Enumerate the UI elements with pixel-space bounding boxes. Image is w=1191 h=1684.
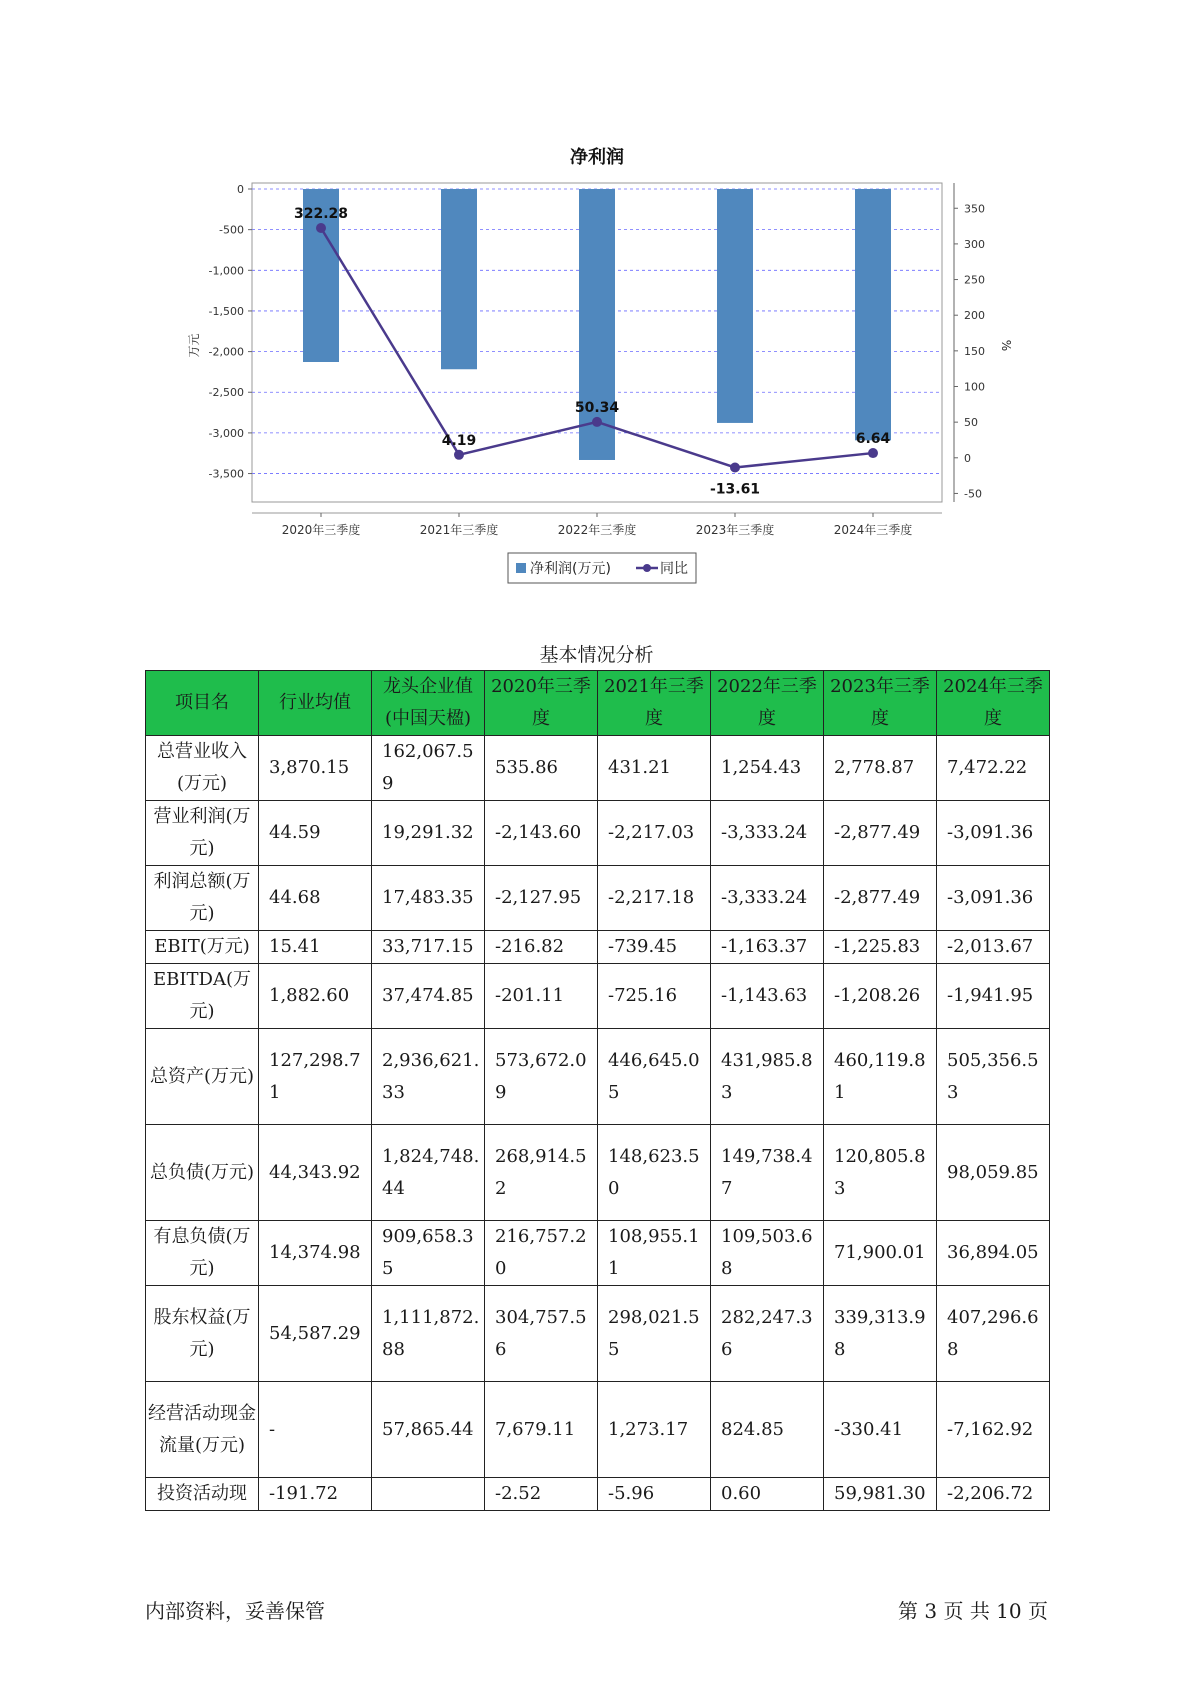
value-cell: 268,914.52 xyxy=(485,1125,598,1221)
value-cell: 44.59 xyxy=(259,801,372,866)
chart-title: 净利润 xyxy=(570,147,624,168)
yoy-data-label: 4.19 xyxy=(441,432,477,449)
table-row xyxy=(146,1382,1050,1478)
value-cell: 108,955.11 xyxy=(598,1221,711,1286)
table-row xyxy=(146,1029,1050,1125)
legend-bar-swatch xyxy=(516,563,526,573)
row-label-cell: 有息负债(万元) xyxy=(146,1221,259,1286)
right-tick-label: 350 xyxy=(964,202,985,216)
value-cell: 7,679.11 xyxy=(485,1382,598,1478)
legend-line-marker xyxy=(643,564,651,572)
row-label-cell: EBIT(万元) xyxy=(146,931,259,964)
value-cell: 71,900.01 xyxy=(824,1221,937,1286)
value-cell: 431,985.83 xyxy=(711,1029,824,1125)
value-cell: 1,111,872.88 xyxy=(372,1286,485,1382)
value-cell: -1,163.37 xyxy=(711,931,824,964)
value-cell: 446,645.05 xyxy=(598,1029,711,1125)
yoy-point xyxy=(868,448,878,458)
table-row xyxy=(146,964,1050,1029)
left-tick-label: -1,000 xyxy=(208,264,244,278)
table-header-cell: 2020年三季度 xyxy=(485,671,598,736)
value-cell: -191.72 xyxy=(259,1478,372,1511)
table-header-cell: 2021年三季度 xyxy=(598,671,711,736)
value-cell: 127,298.71 xyxy=(259,1029,372,1125)
left-tick-label: -3,000 xyxy=(208,426,244,440)
yoy-data-label: 50.34 xyxy=(574,399,620,416)
value-cell: -1,225.83 xyxy=(824,931,937,964)
value-cell: -3,333.24 xyxy=(711,801,824,866)
bar xyxy=(855,189,891,440)
value-cell: -5.96 xyxy=(598,1478,711,1511)
net-profit-chart xyxy=(180,135,1013,605)
right-tick-label: 100 xyxy=(964,380,985,394)
footer-page-number: 第 3 页 共 10 页 xyxy=(898,1599,1048,1623)
value-cell: -201.11 xyxy=(485,964,598,1029)
value-cell: -3,091.36 xyxy=(937,801,1050,866)
table-row xyxy=(146,1125,1050,1221)
table-row xyxy=(146,1478,1050,1511)
value-cell: 37,474.85 xyxy=(372,964,485,1029)
value-cell: 57,865.44 xyxy=(372,1382,485,1478)
table-row xyxy=(146,1286,1050,1382)
value-cell: -2,127.95 xyxy=(485,866,598,931)
value-cell: 120,805.83 xyxy=(824,1125,937,1221)
value-cell: 33,717.15 xyxy=(372,931,485,964)
footer-confidential: 内部资料，妥善保管 xyxy=(145,1599,325,1623)
value-cell: 2,778.87 xyxy=(824,736,937,801)
row-label-cell: EBITDA(万元) xyxy=(146,964,259,1029)
value-cell: 15.41 xyxy=(259,931,372,964)
value-cell: -1,143.63 xyxy=(711,964,824,1029)
row-label-cell: 投资活动现 xyxy=(146,1478,259,1511)
bar xyxy=(717,189,753,423)
value-cell: -1,208.26 xyxy=(824,964,937,1029)
left-tick-label: -3,500 xyxy=(208,467,244,481)
value-cell: 0.60 xyxy=(711,1478,824,1511)
table-row xyxy=(146,801,1050,866)
left-tick-label: -1,500 xyxy=(208,304,244,318)
value-cell: 54,587.29 xyxy=(259,1286,372,1382)
value-cell: 36,894.05 xyxy=(937,1221,1050,1286)
row-label-cell: 经营活动现金流量(万元) xyxy=(146,1382,259,1478)
value-cell: -725.16 xyxy=(598,964,711,1029)
value-cell: 19,291.32 xyxy=(372,801,485,866)
value-cell: 162,067.59 xyxy=(372,736,485,801)
right-axis-title: % xyxy=(999,339,1013,352)
row-label-cell: 利润总额(万元) xyxy=(146,866,259,931)
legend-line-label: 同比 xyxy=(660,561,688,577)
left-tick-label: -2,500 xyxy=(208,386,244,400)
value-cell: 149,738.47 xyxy=(711,1125,824,1221)
table-header-row xyxy=(146,671,1050,736)
right-tick-label: 0 xyxy=(964,451,971,465)
chart-svg xyxy=(180,135,1013,605)
value-cell: -2.52 xyxy=(485,1478,598,1511)
row-label-cell: 股东权益(万元) xyxy=(146,1286,259,1382)
value-cell: 59,981.30 xyxy=(824,1478,937,1511)
value-cell: 1,824,748.44 xyxy=(372,1125,485,1221)
x-tick-label: 2021年三季度 xyxy=(419,523,499,537)
value-cell: 109,503.68 xyxy=(711,1221,824,1286)
value-cell: -2,217.18 xyxy=(598,866,711,931)
row-label-cell: 总营业收入(万元) xyxy=(146,736,259,801)
value-cell: -2,013.67 xyxy=(937,931,1050,964)
value-cell: 98,059.85 xyxy=(937,1125,1050,1221)
value-cell: -2,877.49 xyxy=(824,801,937,866)
table-header-cell: 2022年三季度 xyxy=(711,671,824,736)
value-cell: -739.45 xyxy=(598,931,711,964)
value-cell: 17,483.35 xyxy=(372,866,485,931)
value-cell: 298,021.55 xyxy=(598,1286,711,1382)
yoy-point xyxy=(454,450,464,460)
value-cell: 1,882.60 xyxy=(259,964,372,1029)
right-tick-label: -50 xyxy=(964,487,982,501)
value-cell: 460,119.81 xyxy=(824,1029,937,1125)
x-tick-label: 2024年三季度 xyxy=(833,523,913,537)
value-cell: 44,343.92 xyxy=(259,1125,372,1221)
value-cell: -1,941.95 xyxy=(937,964,1050,1029)
value-cell xyxy=(372,1478,485,1511)
value-cell: 148,623.50 xyxy=(598,1125,711,1221)
yoy-point xyxy=(316,223,326,233)
value-cell: -2,143.60 xyxy=(485,801,598,866)
row-label-cell: 总负债(万元) xyxy=(146,1125,259,1221)
value-cell: 339,313.98 xyxy=(824,1286,937,1382)
value-cell: -3,091.36 xyxy=(937,866,1050,931)
bar xyxy=(441,189,477,369)
table-header-cell: 项目名 xyxy=(146,671,259,736)
table-header-cell: 2024年三季度 xyxy=(937,671,1050,736)
row-label-cell: 营业利润(万元) xyxy=(146,801,259,866)
row-label-cell: 总资产(万元) xyxy=(146,1029,259,1125)
value-cell: 44.68 xyxy=(259,866,372,931)
value-cell: - xyxy=(259,1382,372,1478)
value-cell: 216,757.20 xyxy=(485,1221,598,1286)
value-cell: 282,247.36 xyxy=(711,1286,824,1382)
value-cell: 824.85 xyxy=(711,1382,824,1478)
table-row xyxy=(146,736,1050,801)
table-header-cell: 龙头企业值(中国天楹) xyxy=(372,671,485,736)
table-row xyxy=(146,866,1050,931)
value-cell: 1,273.17 xyxy=(598,1382,711,1478)
x-tick-label: 2022年三季度 xyxy=(557,523,637,537)
value-cell: -7,162.92 xyxy=(937,1382,1050,1478)
value-cell: -2,217.03 xyxy=(598,801,711,866)
value-cell: 1,254.43 xyxy=(711,736,824,801)
value-cell: -3,333.24 xyxy=(711,866,824,931)
value-cell: -216.82 xyxy=(485,931,598,964)
value-cell: -2,206.72 xyxy=(937,1478,1050,1511)
table-title: 基本情况分析 xyxy=(539,644,654,666)
value-cell: 407,296.68 xyxy=(937,1286,1050,1382)
value-cell: 573,672.09 xyxy=(485,1029,598,1125)
left-tick-label: -2,000 xyxy=(208,345,244,359)
value-cell: 14,374.98 xyxy=(259,1221,372,1286)
basic-analysis-table xyxy=(145,670,1050,1511)
yoy-point xyxy=(730,462,740,472)
yoy-data-label: 6.64 xyxy=(855,431,891,448)
value-cell: -330.41 xyxy=(824,1382,937,1478)
left-tick-label: -500 xyxy=(219,223,244,237)
right-tick-label: 200 xyxy=(964,309,985,323)
value-cell: 2,936,621.33 xyxy=(372,1029,485,1125)
right-tick-label: 50 xyxy=(964,416,978,430)
left-axis-title: 万元 xyxy=(187,333,201,358)
yoy-point xyxy=(592,417,602,427)
value-cell: 3,870.15 xyxy=(259,736,372,801)
yoy-data-label: -13.61 xyxy=(709,481,761,498)
table-header-cell: 2023年三季度 xyxy=(824,671,937,736)
table-header-cell: 行业均值 xyxy=(259,671,372,736)
right-tick-label: 250 xyxy=(964,273,985,287)
left-tick-label: 0 xyxy=(237,183,244,196)
x-tick-label: 2023年三季度 xyxy=(695,523,775,537)
legend-bar-label: 净利润(万元) xyxy=(530,561,611,577)
value-cell: 431.21 xyxy=(598,736,711,801)
value-cell: -2,877.49 xyxy=(824,866,937,931)
table-row xyxy=(146,931,1050,964)
right-tick-label: 150 xyxy=(964,344,985,358)
value-cell: 7,472.22 xyxy=(937,736,1050,801)
right-tick-label: 300 xyxy=(964,237,985,251)
value-cell: 909,658.35 xyxy=(372,1221,485,1286)
table-row xyxy=(146,1221,1050,1286)
value-cell: 304,757.56 xyxy=(485,1286,598,1382)
x-tick-label: 2020年三季度 xyxy=(281,523,361,537)
value-cell: 535.86 xyxy=(485,736,598,801)
yoy-data-label: 322.28 xyxy=(293,206,349,223)
value-cell: 505,356.53 xyxy=(937,1029,1050,1125)
